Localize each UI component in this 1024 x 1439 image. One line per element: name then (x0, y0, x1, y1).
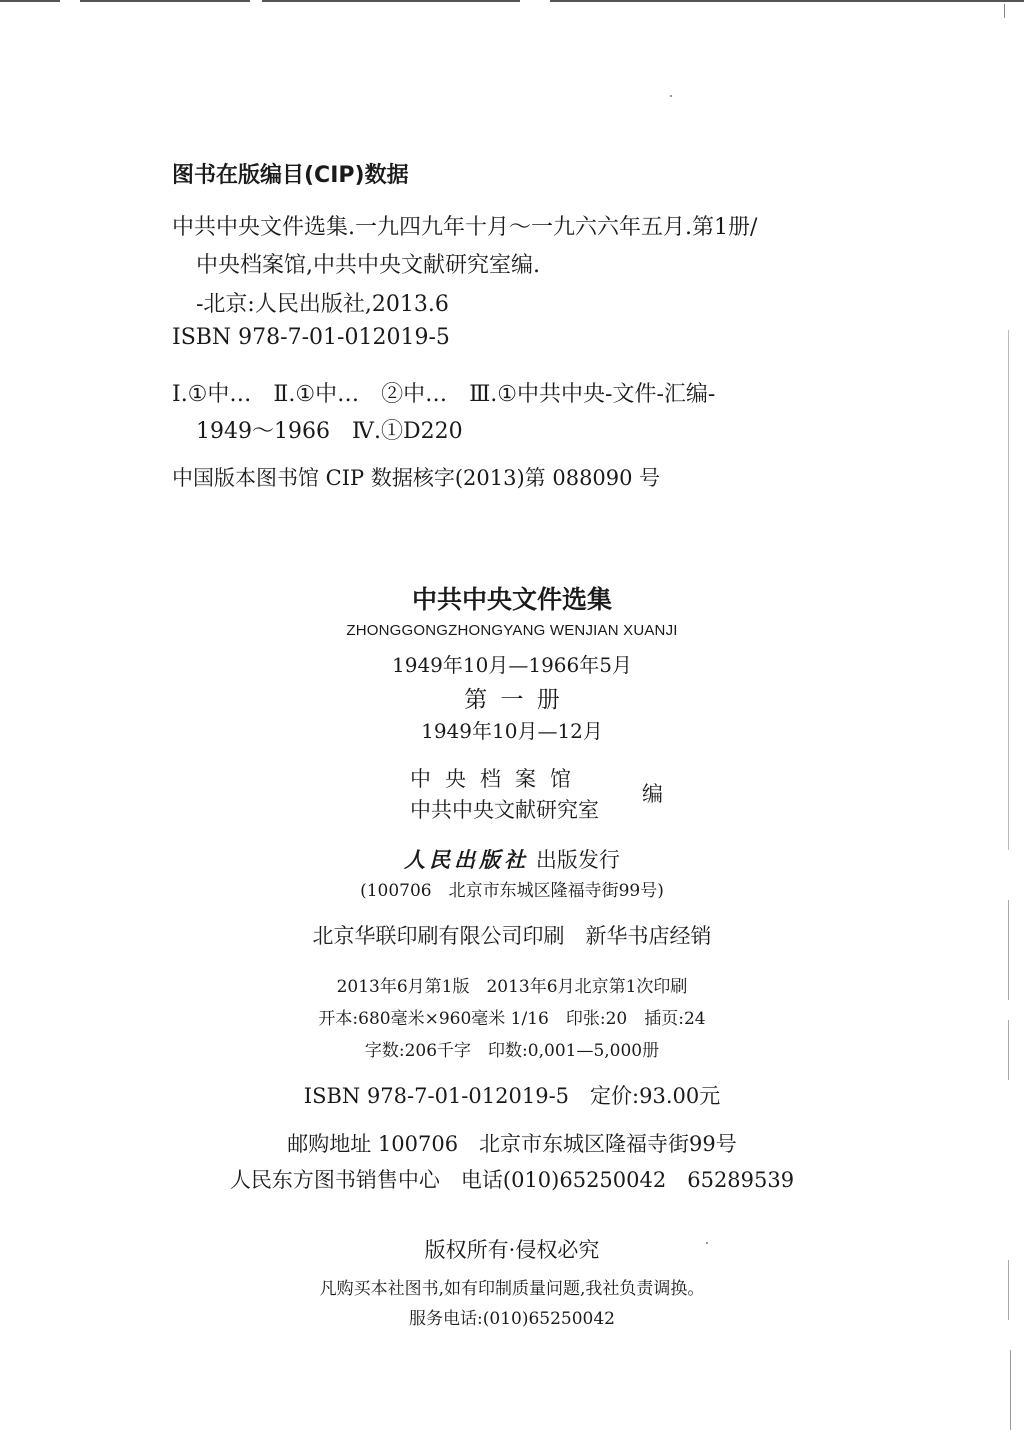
cip-classification: Ⅰ.①中… Ⅱ.①中… ②中… Ⅲ.①中共中央-文件-汇编- (172, 382, 716, 407)
copyright-notice: 版权所有·侵权必究 (424, 1238, 600, 1262)
editors-block (410, 764, 663, 826)
cip-editor-line: 中央档案馆,中共中央文献研究室编. (196, 253, 540, 278)
volume-date-range: 1949年10月—12月 (421, 719, 603, 743)
book-title: 中共中央文件选集 (411, 585, 612, 614)
cip-isbn: ISBN 978-7-01-012019-5 (172, 325, 450, 350)
scan-right-edge (1004, 4, 1005, 18)
cip-classification-cont: 1949～1966 Ⅳ.①D220 (196, 419, 463, 444)
format-info: 开本:680毫米×960毫米 1/16 印张:20 插页:24 (318, 1009, 706, 1029)
isbn-price: ISBN 978-7-01-012019-5 定价:93.00元 (303, 1084, 721, 1108)
printer-distributor: 北京华联印刷有限公司印刷 新华书店经销 (312, 924, 712, 948)
mail-order-address: 邮购地址 100706 北京市东城区隆福寺街99号 (287, 1132, 737, 1156)
scan-top-edge (0, 0, 1024, 8)
publisher-logo: 人民出版社 (404, 847, 530, 872)
cip-publisher-line: -北京:人民出版社,2013.6 (196, 292, 449, 317)
edition-info: 2013年6月第1版 2013年6月北京第1次印刷 (336, 977, 688, 997)
volume-number: 第 一 册 (464, 687, 560, 713)
book-title-pinyin: ZHONGGONGZHONGYANG WENJIAN XUANJI (346, 622, 678, 639)
book-date-range: 1949年10月—1966年5月 (392, 653, 632, 677)
quality-notice: 凡购买本社图书,如有印制质量问题,我社负责调换。 (319, 1279, 705, 1299)
print-run-info: 字数:206千字 印数:0,001—5,000册 (364, 1041, 660, 1061)
cip-heading: 图书在版编目(CIP)数据 (172, 163, 409, 188)
publisher-role: 出版发行 (535, 848, 620, 872)
sales-center-phone: 人民东方图书销售中心 电话(010)65250042 65289539 (229, 1168, 795, 1192)
publisher-line (0, 844, 1024, 874)
editor-archives: 中央档案馆 (410, 767, 585, 791)
scan-speck (670, 95, 672, 97)
scan-right-edge (1010, 1350, 1011, 1430)
editors-suffix: 编 (642, 782, 663, 806)
cip-check-number: 中国版本图书馆 CIP 数据核字(2013)第 088090 号 (172, 466, 661, 490)
service-phone: 服务电话:(010)65250042 (409, 1309, 615, 1329)
cip-title-line: 中共中央文件选集.一九四九年十月～一九六六年五月.第1册/ (172, 215, 758, 240)
publisher-address: (100706 北京市东城区隆福寺街99号) (360, 881, 664, 901)
editor-research-office: 中共中央文献研究室 (410, 798, 599, 822)
